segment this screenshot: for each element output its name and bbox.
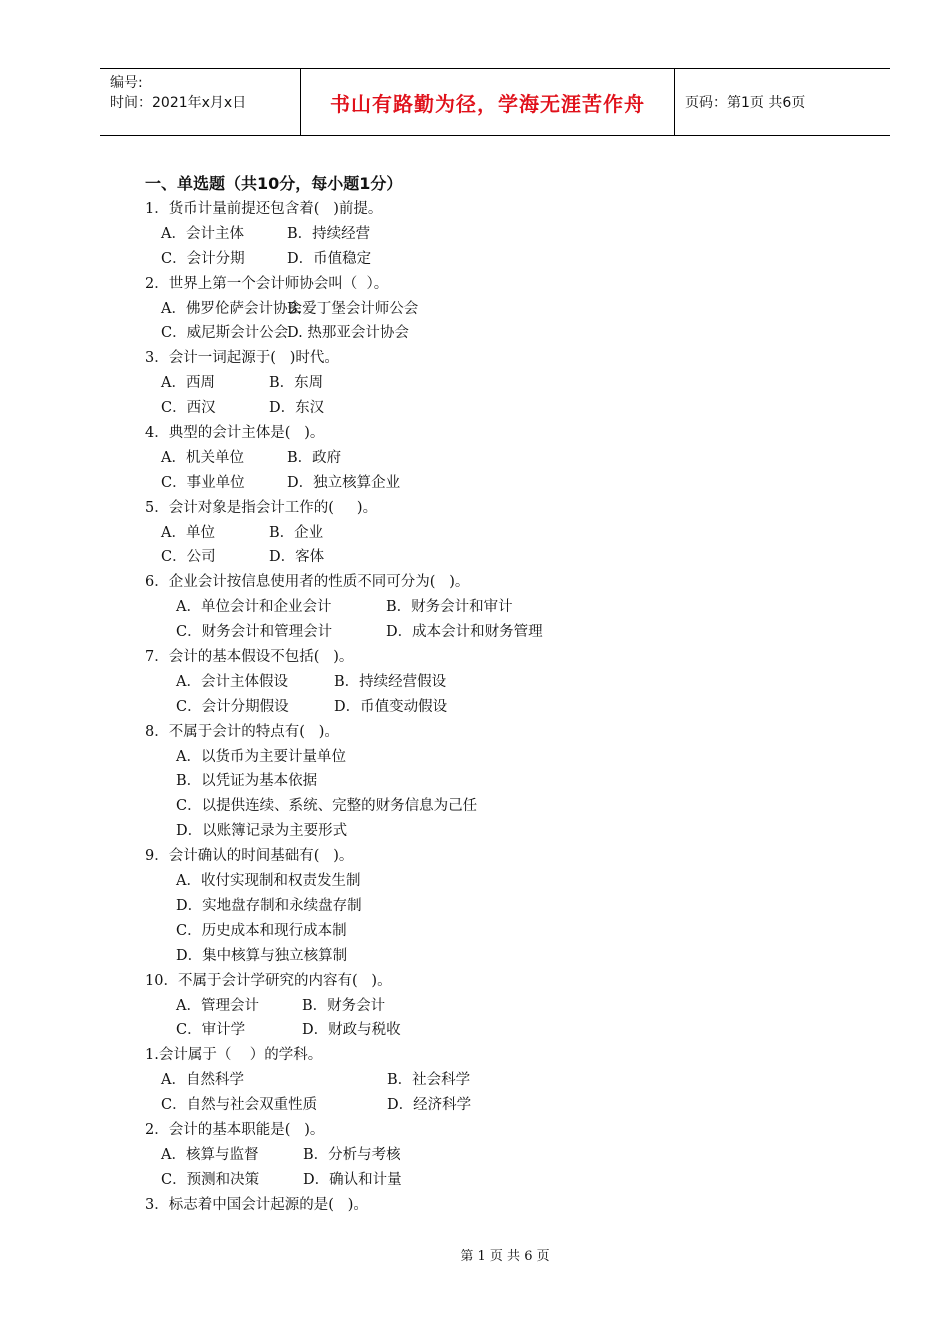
answer-option: B.爱丁堡会计师公会 <box>287 300 419 317</box>
answer-option: B．企业 <box>269 524 324 541</box>
option-row <box>145 819 865 844</box>
answer-option: A．佛罗伦萨会计协会 <box>161 300 302 317</box>
option-row <box>145 869 865 894</box>
question-text: 1.会计属于（ ）的学科。 <box>145 1047 323 1064</box>
answer-option: C．预测和决策 <box>161 1171 260 1188</box>
question-text: 2．会计的基本职能是( )。 <box>145 1121 325 1138</box>
answer-option: C．自然与社会双重性质 <box>161 1097 318 1114</box>
answer-option: A．核算与监督 <box>161 1146 259 1163</box>
answer-option: B．社会科学 <box>387 1072 471 1089</box>
answer-option: D．以账簿记录为主要形式 <box>176 823 348 840</box>
question-text: 6．企业会计按信息使用者的性质不同可分为( )。 <box>145 574 470 591</box>
question-text: 8．不属于会计的特点有( )。 <box>145 723 339 740</box>
option-row <box>145 1143 865 1168</box>
answer-option: C．事业单位 <box>161 474 245 491</box>
answer-option: A．单位会计和企业会计 <box>176 599 332 616</box>
option-row <box>145 944 865 969</box>
answer-option: A．机关单位 <box>161 449 244 466</box>
option-row <box>145 894 865 919</box>
answer-option: D. 热那亚会计协会 <box>287 325 409 342</box>
page-header <box>100 68 890 136</box>
answer-option: A．收付实现制和权责发生制 <box>176 873 361 890</box>
option-row <box>145 620 865 645</box>
answer-option: C．西汉 <box>161 400 216 417</box>
option-row <box>145 371 865 396</box>
answer-option: C．会计分期 <box>161 250 245 267</box>
answer-option: D．经济科学 <box>387 1097 472 1114</box>
question-text: 1．货币计量前提还包含着( )前提。 <box>145 201 383 217</box>
option-row <box>145 446 865 471</box>
option-row <box>145 1168 865 1193</box>
header-meta <box>100 69 301 135</box>
option-row <box>145 297 865 322</box>
answer-option: D．币值变动假设 <box>334 698 448 715</box>
exam-content <box>145 170 865 1218</box>
question-text: 7．会计的基本假设不包括( )。 <box>145 649 354 666</box>
question-text: 5．会计对象是指会计工作的( )。 <box>145 499 378 516</box>
question-text: 3．会计一词起源于( )时代。 <box>145 350 339 367</box>
question-text: 9．会计确认的时间基础有( )。 <box>145 848 354 865</box>
answer-option: D．东汉 <box>269 400 325 417</box>
answer-option: B．财务会计 <box>302 997 386 1014</box>
answer-option: D．独立核算企业 <box>287 474 401 491</box>
document-time-label: 时间：2021年x月x日 <box>110 95 247 111</box>
answer-option: B．东周 <box>269 375 324 392</box>
option-row <box>145 1068 865 1093</box>
answer-option: C．会计分期假设 <box>176 698 289 715</box>
answer-option: D．实地盘存制和永续盘存制 <box>176 897 362 914</box>
answer-option: C．审计学 <box>176 1022 246 1039</box>
page-footer: 第 1 页 共 6 页 <box>460 1249 550 1264</box>
header-motto: 书山有路勤为径，学海无涯苦作舟 <box>301 69 675 135</box>
answer-option: A．单位 <box>161 524 215 541</box>
option-row <box>145 695 865 720</box>
option-row <box>145 670 865 695</box>
question-text: 10．不属于会计学研究的内容有( )。 <box>145 972 392 989</box>
answer-option: B．财务会计和审计 <box>386 599 513 616</box>
option-row <box>145 919 865 944</box>
answer-option: C．财务会计和管理会计 <box>176 624 333 641</box>
section-title: 一、单选题（共10分，每小题1分） <box>145 174 403 193</box>
answer-option: B．持续经营假设 <box>334 673 447 690</box>
option-row <box>145 545 865 570</box>
answer-option: B．政府 <box>287 449 342 466</box>
answer-option: C．历史成本和现行成本制 <box>176 922 347 939</box>
answer-option: D．客体 <box>269 549 325 566</box>
answer-option: D．集中核算与独立核算制 <box>176 947 348 964</box>
answer-option: B．分析与考核 <box>303 1146 401 1163</box>
answer-option: A．以货币为主要计量单位 <box>176 748 346 765</box>
answer-option: A．西周 <box>161 375 215 392</box>
answer-option: D．币值稳定 <box>287 250 372 267</box>
answer-option: A．会计主体假设 <box>176 673 288 690</box>
option-row <box>145 521 865 546</box>
question-text: 3．标志着中国会计起源的是( )。 <box>145 1196 368 1213</box>
option-row <box>145 396 865 421</box>
answer-option: D．确认和计量 <box>303 1171 402 1188</box>
option-row <box>145 321 865 346</box>
option-row <box>145 247 865 272</box>
answer-option: B．持续经营 <box>287 225 371 242</box>
question-list <box>145 197 865 1218</box>
option-row <box>145 745 865 770</box>
option-row <box>145 595 865 620</box>
question-text: 4．典型的会计主体是( )。 <box>145 425 325 442</box>
answer-option: C．威尼斯会计公会 <box>161 325 289 342</box>
question-text: 2．世界上第一个会计师协会叫（ ）。 <box>145 275 389 292</box>
answer-option: A．会计主体 <box>161 225 244 242</box>
answer-option: D．财政与税收 <box>302 1022 401 1039</box>
answer-option: C．以提供连续、系统、完整的财务信息为己任 <box>176 798 478 815</box>
option-row <box>145 994 865 1019</box>
document-number-label: 编号: <box>110 75 143 91</box>
option-row <box>145 794 865 819</box>
header-page-info: 页码：第1页 共6页 <box>685 95 806 111</box>
option-row <box>145 471 865 496</box>
answer-option: A．自然科学 <box>161 1072 244 1089</box>
option-row <box>145 769 865 794</box>
answer-option: B．以凭证为基本依据 <box>176 773 318 790</box>
option-row <box>145 1093 865 1118</box>
answer-option: C．公司 <box>161 549 216 566</box>
option-row <box>145 222 865 247</box>
answer-option: A．管理会计 <box>176 997 259 1014</box>
option-row <box>145 1018 865 1043</box>
answer-option: D．成本会计和财务管理 <box>386 624 543 641</box>
